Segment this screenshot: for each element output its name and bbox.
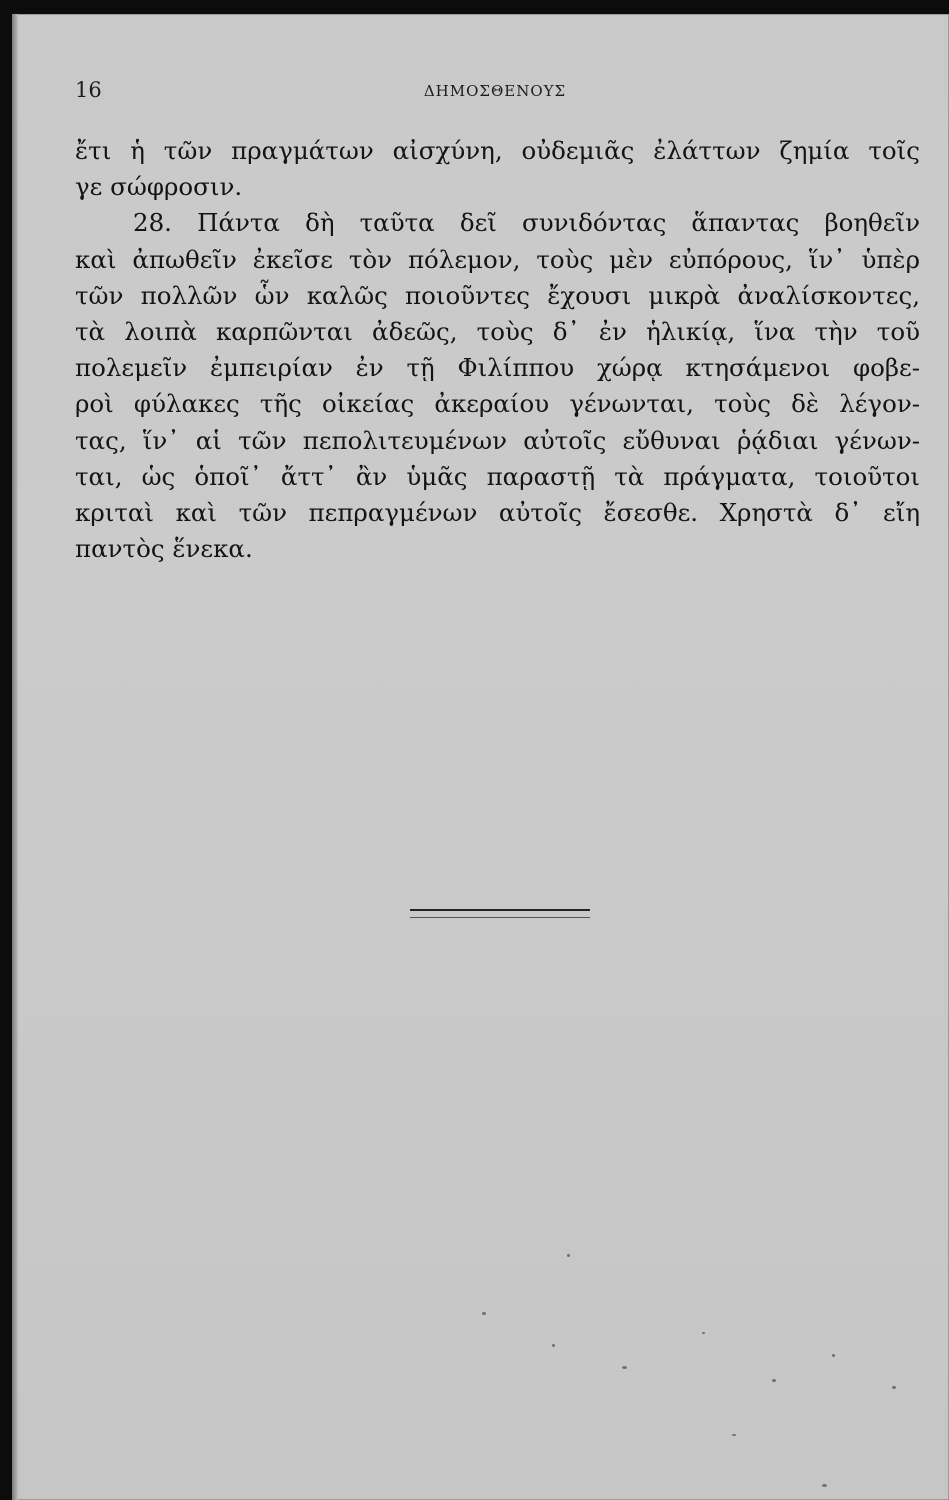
text-line: γε σώφροσιν.: [75, 172, 243, 202]
text-line: πολεμεῖν ἐμπειρίαν ἐν τῇ Φιλίππου χώρᾳ κτησάμενοι φοβε-: [75, 353, 920, 383]
text-line: τῶν πολλῶν ὧν καλῶς ποιοῦντες ἔχουσι μικρὰ ἀναλίσκοντες,: [75, 280, 920, 310]
text-line: κριταὶ καὶ τῶν πεπραγμένων αὐτοῖς ἔσεσθε. Χρηστὰ δ᾽ εἴη: [75, 498, 920, 528]
page-header: [75, 74, 915, 104]
text-line: παντὸς ἕνεκα.: [75, 534, 253, 564]
text-line: ροὶ φύλακες τῆς οἰκείας ἀκεραίου γένωνται, τοὺς δὲ λέγον-: [75, 389, 920, 419]
running-head: ΔΗΜΟΣΘΕΝΟΥΣ: [423, 82, 567, 100]
text-line: τὰ λοιπὰ καρπῶνται ἀδεῶς, τοὺς δ᾽ ἐν ἡλικίᾳ, ἵνα τὴν τοῦ: [75, 317, 920, 347]
text-line: ται, ὡς ὁποῖ᾽ ἄττ᾽ ἂν ὑμᾶς παραστῇ τὰ πράγματα, τοιοῦτοι: [75, 461, 920, 491]
text-line: τας, ἵν᾽ αἱ τῶν πεπολιτευμένων αὐτοῖς εὔθυναι ῥᾴδιαι γένων-: [75, 425, 920, 455]
page-edge-shadow: [12, 14, 18, 1500]
text-line: ἔτι ἡ τῶν πραγμάτων αἰσχύνη, οὐδεμιᾶς ἐλάττων ζημία τοῖς: [75, 136, 920, 165]
text-line: καὶ ἀπωθεῖν ἐκεῖσε τὸν πόλεμον, τοὺς μὲν εὐπόρους, ἵν᾽ ὑπὲρ: [75, 244, 920, 274]
text-line: 28. Πάντα δὴ ταῦτα δεῖ συνιδόντας ἅπαντας βοηθεῖν: [133, 208, 920, 238]
page-number: 16: [75, 78, 102, 102]
body-text: [75, 133, 920, 567]
section-end-rule: [410, 909, 590, 918]
